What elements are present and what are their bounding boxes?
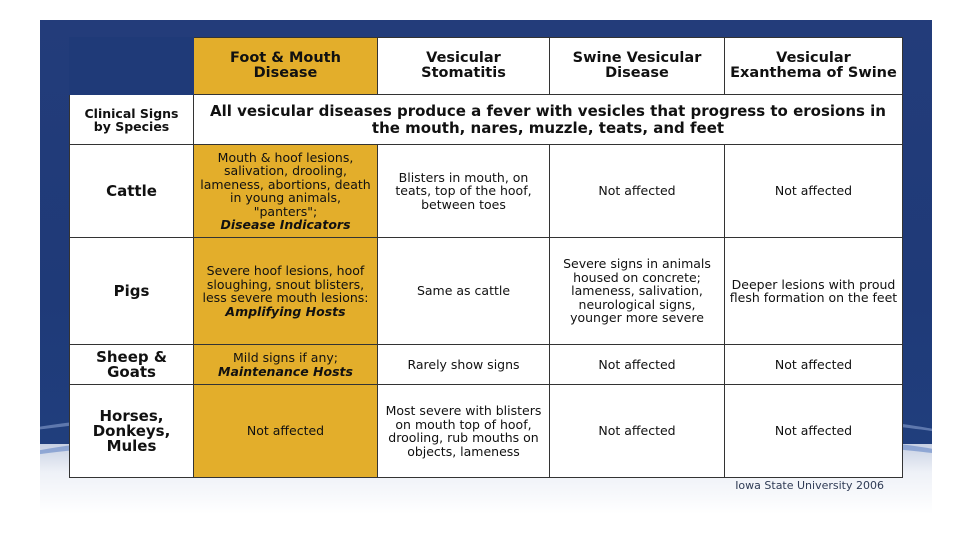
- cell-cattle-ves: Not affected: [725, 145, 903, 238]
- cell-cattle-svd: Not affected: [550, 145, 725, 238]
- cell-pigs-fmd-text: Severe hoof lesions, hoof sloughing, snout blisters, less severe mouth lesions:: [202, 263, 369, 305]
- cell-horses-fmd: Not affected: [194, 385, 378, 478]
- column-header-ves: Vesicular Exanthema of Swine: [725, 38, 903, 95]
- cell-sheep-fmd-emphasis: Maintenance Hosts: [218, 363, 353, 379]
- cell-pigs-fmd: [194, 238, 378, 345]
- table-row-horses: [70, 385, 903, 478]
- table-row-clinical-signs: [70, 95, 903, 145]
- cell-pigs-ves: Deeper lesions with proud flesh formation on the feet: [725, 238, 903, 345]
- row-header-pigs: Pigs: [70, 238, 194, 345]
- credit-text: Iowa State University 2006: [735, 479, 884, 492]
- row-header-clinical-signs: Clinical Signs by Species: [70, 95, 194, 145]
- slide-background: [40, 20, 932, 514]
- row-header-horses: Horses, Donkeys, Mules: [70, 385, 194, 478]
- disease-comparison-table: [69, 37, 903, 478]
- table-row-cattle: [70, 145, 903, 238]
- column-header-svd: Swine Vesicular Disease: [550, 38, 725, 95]
- cell-sheep-vs: Rarely show signs: [378, 345, 550, 385]
- column-header-vs: Vesicular Stomatitis: [378, 38, 550, 95]
- table-row-sheep-goats: [70, 345, 903, 385]
- row-header-sheep-goats: Sheep & Goats: [70, 345, 194, 385]
- cell-pigs-vs: Same as cattle: [378, 238, 550, 345]
- cell-pigs-fmd-emphasis: Amplifying Hosts: [225, 303, 346, 319]
- cell-sheep-ves: Not affected: [725, 345, 903, 385]
- table-row-pigs: [70, 238, 903, 345]
- cell-sheep-fmd-text: Mild signs if any;: [232, 350, 338, 365]
- cell-cattle-fmd: [194, 145, 378, 238]
- cell-pigs-svd: Severe signs in animals housed on concrete; lameness, salivation, neurological signs, younger more severe: [550, 238, 725, 345]
- cell-sheep-fmd: [194, 345, 378, 385]
- corner-cell: [70, 38, 194, 95]
- clinical-signs-summary: All vesicular diseases produce a fever with vesicles that progress to erosions in the mouth, nares, muzzle, teats, and feet: [194, 95, 903, 145]
- cell-horses-svd: Not affected: [550, 385, 725, 478]
- header-row: [70, 38, 903, 95]
- cell-sheep-svd: Not affected: [550, 345, 725, 385]
- cell-cattle-fmd-text: Mouth & hoof lesions, salivation, drooling, lameness, abortions, death in young animals, "panters";: [200, 149, 371, 219]
- cell-horses-vs: Most severe with blisters on mouth top of hoof, drooling, rub mouths on objects, lameness: [378, 385, 550, 478]
- cell-cattle-vs: Blisters in mouth, on teats, top of the hoof, between toes: [378, 145, 550, 238]
- column-header-fmd: Foot & Mouth Disease: [194, 38, 378, 95]
- row-header-cattle: Cattle: [70, 145, 194, 238]
- cell-horses-ves: Not affected: [725, 385, 903, 478]
- cell-cattle-fmd-emphasis: Disease Indicators: [220, 217, 351, 232]
